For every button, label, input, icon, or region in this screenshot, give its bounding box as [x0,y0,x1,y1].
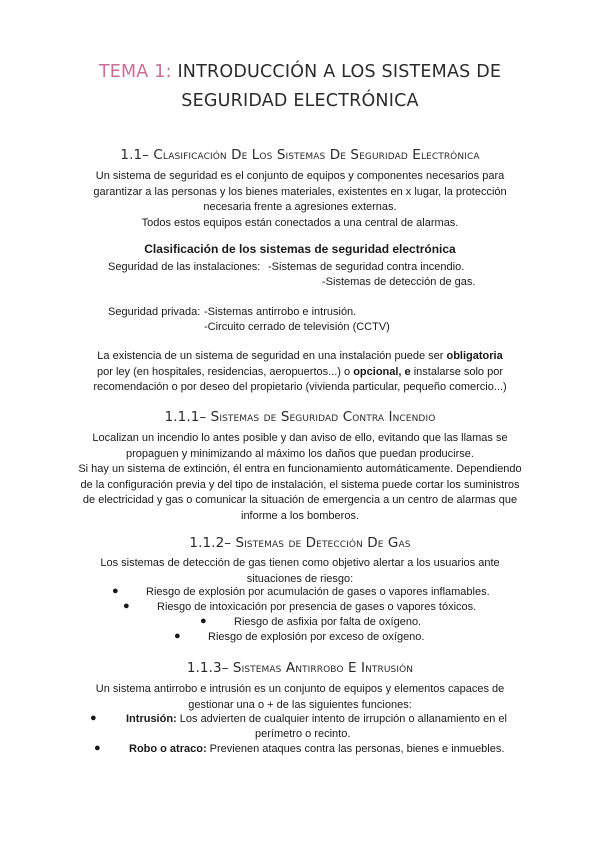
title-line-2: SEGURIDAD ELECTRÓNICA [181,91,419,111]
body-line: Un sistema antirrobo e intrusión es un conjunto de equipos y elementos capaces de [95,683,505,695]
document-title [40,58,560,116]
private-label: Seguridad privada: [108,306,201,318]
section-heading-1-1-2: 1.1.2– Sistemas de Detección De Gas [189,535,411,551]
bullet-text: Riesgo de intoxicación por presencia de gases o vapores tóxicos. [157,601,477,613]
body-line: propaguen y minimizando al máximo los daños que puedan producirse. [126,447,474,460]
bullet-icon: ● [200,615,207,627]
body-line: Los sistemas de detección de gas tienen como objetivo alertar a los usuarios ante [100,557,500,569]
bullet-icon: ● [94,742,101,754]
bullet-text: Riesgo de explosión por acumulación de gases o vapores inflamables. [146,586,490,598]
private-item-intrusion: -Sistemas antirrobo e intrusión. [204,306,357,318]
private-item-cctv: -Circuito cerrado de televisión (CCTV) [204,321,390,333]
p2-bold-mandatory: obligatoria [446,350,503,362]
bullet-text: Riesgo de explosión por exceso de oxígeno. [208,631,425,643]
p2-text: recomendación o por deseo del propietario (vivienda particular, pequeño comercio...) [93,381,507,393]
p2-text: por ley (en hospitales, residencias, aeropuertos...) o [97,365,354,378]
bullet-bold-label: Robo o atraco: [129,743,207,755]
section-heading-1-1: 1.1– Clasificación De Los Sistemas De Seguridad Electrónica [120,147,480,163]
body-line: situaciones de riesgo: [246,572,354,585]
bullet-icon: ● [123,600,130,612]
body-line: Si hay un sistema de extinción, él entra en funcionamiento automáticamente. Dependiendo [78,463,522,475]
p2-bold-optional: opcional, e [353,365,411,378]
section-1-1-2-body [40,556,560,587]
p2-text: La existencia de un sistema de seguridad en una instalación puede ser [97,350,447,362]
title-prefix: TEMA 1: [98,62,172,82]
bullet-bold-label: Intrusión: [126,713,177,725]
body-line: Localizan un incendio lo antes posible y dan aviso de ello, evitando que las llamas se [92,432,508,444]
installations-item-gas: -Sistemas de detección de gas. [322,276,476,288]
installations-item-fire: -Sistemas de seguridad contra incendio. [268,261,465,273]
section-heading-1-1-1: 1.1.1– Sistemas de Seguridad Contra Incendio [164,409,436,425]
bullet-continuation: perímetro o recinto. [255,728,351,740]
intro-line: necesaria frente a agresiones externas. [203,201,397,213]
section-1-1-intro [40,169,560,231]
p2-text: instalarse solo por [410,365,503,378]
bullet-icon: ● [174,630,181,642]
bullet-text: Los advierten de cualquier intento de irrupción o allanamiento en el [176,713,507,725]
section-heading-1-1-3: 1.1.3– Sistemas Antirrobo E Intrusión [186,660,414,676]
bullet-icon: ● [112,585,119,597]
body-line: gestionar una o + de las siguientes funciones: [188,698,412,711]
section-1-1-3-body [40,682,560,713]
bullet-text: Previenen ataques contra las personas, bienes e inmuebles. [206,743,505,755]
intro-line: Todos estos equipos están conectados a una central de alarmas. [141,216,459,229]
section-1-1-paragraph-2 [40,349,560,396]
title-line-1: INTRODUCCIÓN A LOS SISTEMAS DE [177,62,502,82]
body-line: informe a los bomberos. [241,509,359,522]
intro-line: Un sistema de seguridad es el conjunto de equipos y componentes necesarios para [95,170,505,182]
bullet-text: Riesgo de asfixia por falta de oxígeno. [234,616,422,628]
bullet-icon: ● [90,712,97,724]
installations-label: Seguridad de las instalaciones: [108,261,261,273]
intro-line: garantizar a las personas y los bienes materiales, existentes en x lugar, la protección [93,185,507,198]
classification-subheading: Clasificación de los sistemas de seguridad electrónica [144,242,456,256]
body-line: de la configuración previa y del tipo de instalación, el sistema puede cortar los suministros [80,478,520,491]
body-line: de electricidad y gas o comunicar la situación de emergencia a un centro de alarmas que [82,494,518,506]
section-1-1-1-body [40,431,560,524]
